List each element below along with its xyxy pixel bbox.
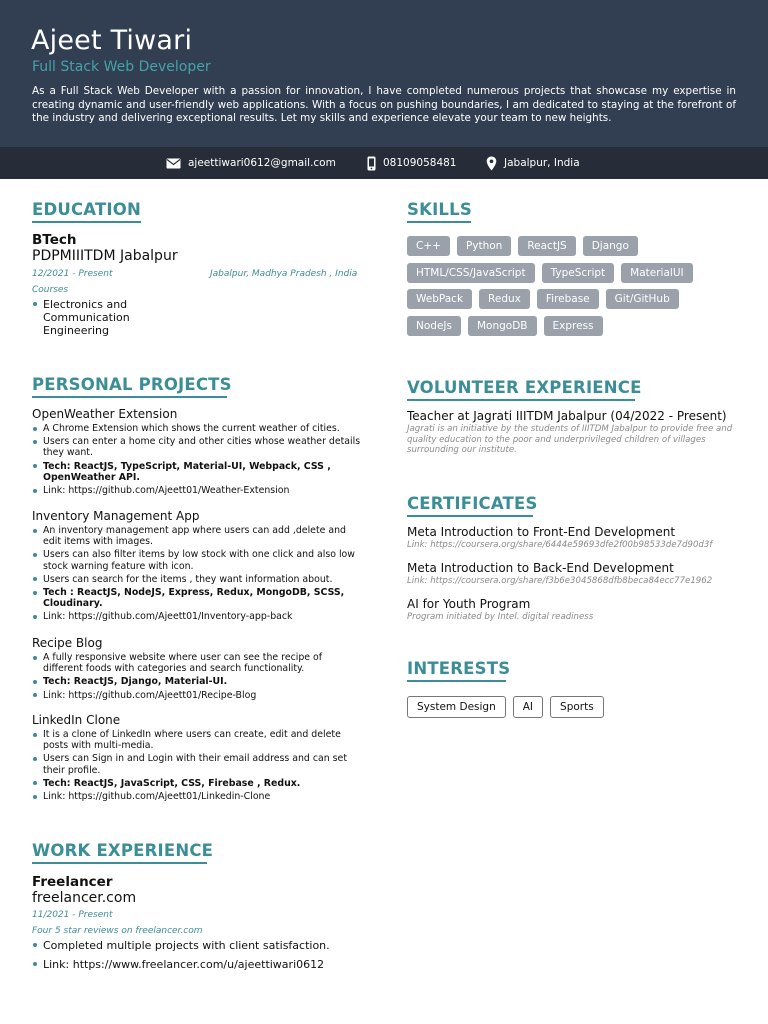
skill-chip: MaterialUI [621,263,692,283]
skill-chip: Express [544,316,603,336]
skill-chip: C++ [407,236,450,256]
project-tech: Tech: ReactJS, JavaScript, CSS, Firebase , Redux. [32,778,362,789]
interest-chip: AI [513,696,543,718]
contact-phone[interactable] [367,147,457,179]
candidate-role: Full Stack Web Developer [32,59,211,75]
project-link[interactable]: Link: https://github.com/Ajeett01/Inventory-app-back [32,611,362,622]
project-link[interactable]: Link: https://github.com/Ajeett01/Recipe-Blog [32,690,362,701]
project-link[interactable]: Link: https://github.com/Ajeett01/Linkedin-Clone [32,791,362,802]
project-title-inventory: Inventory Management App [32,509,200,523]
volunteer-desc: Jagrati is an initiative by the students of IIITDM Jabalpur to provide free and quality education to the poor and underprivileged children of villages surrounding our institute. [407,424,733,456]
contact-location [486,147,580,179]
project-bullet: A Chrome Extension which shows the current weather of cities. [32,423,362,434]
courses-list [32,298,142,340]
work-company: freelancer.com [32,890,137,906]
project-tech: Tech: ReactJS, Django, Material-UI. [32,676,362,687]
project-tech: Tech : ReactJS, NodeJS, Express, Redux, MongoDB, SCSS, Cloudinary. [32,587,362,609]
work-bullet: Completed multiple projects with client satisfaction. [32,939,372,952]
email-icon [166,158,181,169]
education-degree: BTech [32,232,77,248]
education-underline [32,221,141,223]
project-bullet: Users can enter a home city and other cities whose weather details they want. [32,436,362,458]
education-title: EDUCATION [32,200,141,219]
skill-chip: ReactJS [518,236,575,256]
project-bullet: Users can search for the items , they want information about. [32,574,362,585]
skill-chip: TypeScript [542,263,615,283]
skills-title: SKILLS [407,200,472,219]
project-title-linkedin: LinkedIn Clone [32,713,121,727]
project-bullets-recipe [32,652,362,703]
project-tech: Tech: ReactJS, TypeScript, Material-UI, Webpack, CSS , OpenWeather API. [32,461,362,483]
email-text: ajeettiwari0612@gmail.com [188,157,336,169]
skill-chip: WebPack [407,289,472,309]
skill-chip: Redux [479,289,530,309]
interest-chip: Sports [550,696,604,718]
skill-chip: Git/GitHub [606,289,679,309]
volunteer-role: Teacher at Jagrati IIITDM Jabalpur (04/2022 - Present) [407,409,727,423]
interests-chips [407,696,747,718]
certificates-title: CERTIFICATES [407,494,538,513]
projects-title: PERSONAL PROJECTS [32,375,232,394]
education-date: 12/2021 - Present [32,269,113,279]
project-title-recipe: Recipe Blog [32,636,103,650]
project-bullet: Users can Sign in and Login with their email address and can set their profile. [32,753,362,775]
skill-chip: Firebase [537,289,599,309]
work-underline [32,862,207,864]
skills-underline [407,221,471,223]
project-title-openweather: OpenWeather Extension [32,407,178,421]
work-link[interactable]: Link: https://www.freelancer.com/u/ajeettiwari0612 [32,958,372,971]
contact-bar [0,147,768,179]
project-link[interactable]: Link: https://github.com/Ajeett01/Weather-Extension [32,485,362,496]
certificate-name-frontend: Meta Introduction to Front-End Development [407,525,676,539]
project-bullet: It is a clone of LinkedIn where users can create, edit and delete posts with multi-media. [32,729,362,751]
profile-summary: As a Full Stack Web Developer with a passion for innovation, I have completed numerous projects that showcase my expertise in creating dynamic and user-friendly web applications. With a focus on pushing boundaries, I am dedicated to staying at the forefront of the industry and delivering exceptional results. Let my skills and experience elevate your team to new heights. [32,85,736,125]
phone-icon [367,156,376,171]
work-note: Four 5 star reviews on freelancer.com [32,926,203,936]
skill-chip: NodeJs [407,316,461,336]
education-place: Jabalpur, Madhya Pradesh , India [210,269,358,279]
work-title: WORK EXPERIENCE [32,841,214,860]
course-item: Electronics and Communication Engineering [32,298,142,338]
resume-header [0,0,768,147]
work-role: Freelancer [32,874,113,890]
work-bullets [32,939,372,977]
volunteer-title: VOLUNTEER EXPERIENCE [407,378,642,397]
project-bullets-inventory [32,525,362,625]
certificate-note-ai-youth: Program initiated by Intel. digital readiness [407,612,594,622]
phone-text: 08109058481 [383,157,457,169]
certificate-link-backend[interactable]: Link: https://coursera.org/share/f3b6e3045868dfb8beca84ecc77e1962 [407,576,713,586]
work-date: 11/2021 - Present [32,910,113,920]
skill-chip: HTML/CSS/JavaScript [407,263,535,283]
candidate-name: Ajeet Tiwari [31,25,193,56]
interests-title: INTERESTS [407,659,511,678]
education-school: PDPMIIITDM Jabalpur [32,248,178,264]
skill-chip: MongoDB [468,316,537,336]
education-courses-label: Courses [32,285,69,295]
certificate-name-backend: Meta Introduction to Back-End Development [407,561,674,575]
project-bullet: Users can also filter items by low stock with one click and also low stock warning feature with icon. [32,549,362,571]
interest-chip: System Design [407,696,506,718]
certificates-underline [407,515,533,517]
interests-underline [407,680,506,682]
contact-email[interactable] [166,147,336,179]
location-pin-icon [486,156,497,171]
projects-underline [32,396,227,398]
skills-chips [407,236,747,342]
certificate-name-ai-youth: AI for Youth Program [407,597,531,611]
location-text: Jabalpur, India [504,157,580,169]
project-bullet: An inventory management app where users can add ,delete and edit items with images. [32,525,362,547]
volunteer-underline [407,399,635,401]
skill-chip: Python [457,236,511,256]
project-bullet: A fully responsive website where user can see the recipe of different foods with categories and search functionality. [32,652,362,674]
certificate-link-frontend[interactable]: Link: https://coursera.org/share/6444e59693dfe2f00b98533de7d90d3f [407,540,713,550]
project-bullets-openweather [32,423,362,498]
project-bullets-linkedin [32,729,362,804]
skill-chip: Django [583,236,638,256]
